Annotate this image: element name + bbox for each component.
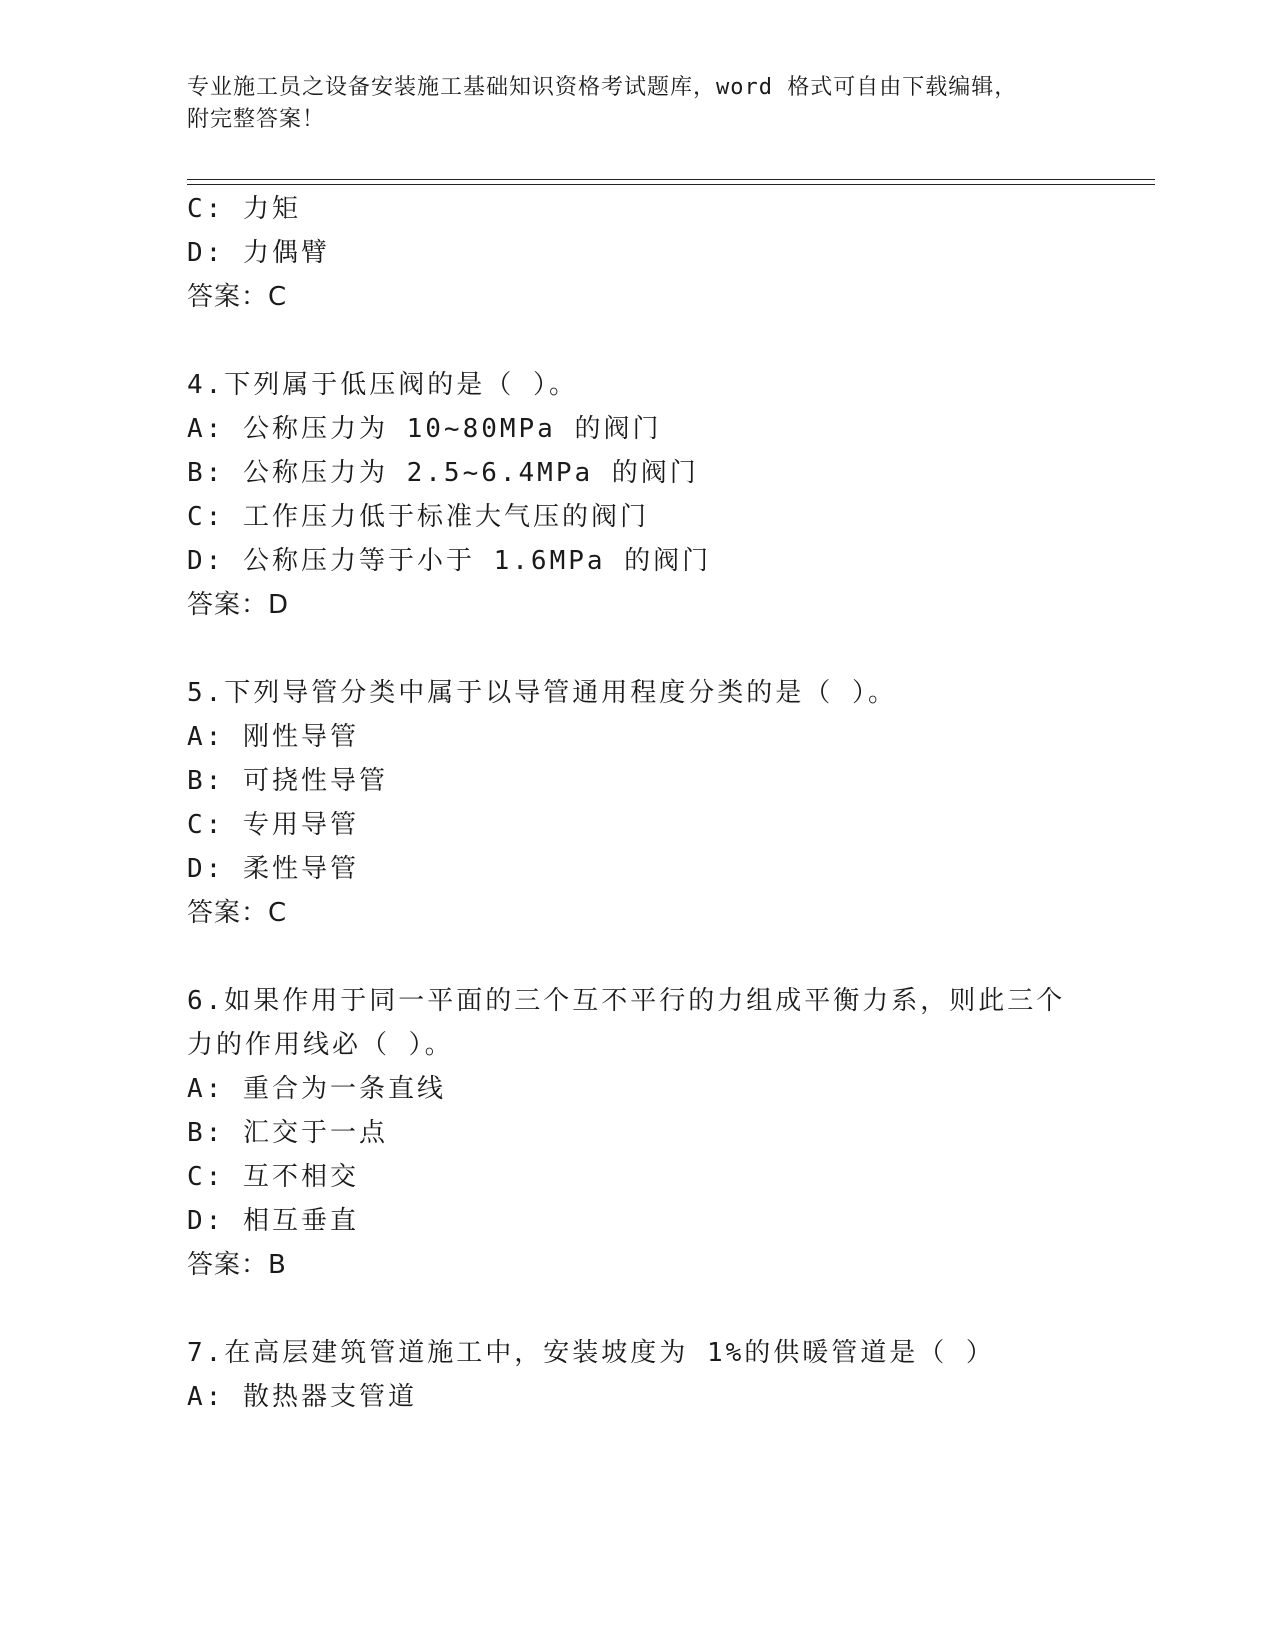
q6-option-d: D: 相互垂直 xyxy=(187,1206,359,1236)
q4-option-b: B: 公称压力为 2.5~6.4MPa 的阀门 xyxy=(187,458,699,488)
q6-stem-line-2: 力的作用线必（ ）。 xyxy=(187,1030,454,1060)
header-divider-bottom xyxy=(187,184,1155,185)
q6-option-b: B: 汇交于一点 xyxy=(187,1118,388,1148)
document-header xyxy=(187,72,1087,136)
q6-option-c: C: 互不相交 xyxy=(187,1162,359,1192)
q3-answer: 答案：C xyxy=(187,282,288,312)
q4-option-a: A: 公称压力为 10~80MPa 的阀门 xyxy=(187,414,662,444)
header-line-2: 附完整答案！ xyxy=(187,107,326,132)
q7-option-a: A: 散热器支管道 xyxy=(187,1382,417,1412)
q5-answer: 答案：C xyxy=(187,898,288,928)
q4-option-c: C: 工作压力低于标准大气压的阀门 xyxy=(187,502,649,532)
q4-option-d: D: 公称压力等于小于 1.6MPa 的阀门 xyxy=(187,546,712,576)
q4-answer: 答案：D xyxy=(187,590,290,620)
q4-stem: 4.下列属于低压阀的是（ ）。 xyxy=(187,370,578,400)
q3-option-d: D: 力偶臂 xyxy=(187,238,330,268)
header-line-1: 专业施工员之设备安装施工基础知识资格考试题库，word 格式可自由下载编辑， xyxy=(187,75,1018,100)
q6-answer: 答案：B xyxy=(187,1250,287,1280)
q5-option-c: C: 专用导管 xyxy=(187,810,359,840)
q3-option-c: C: 力矩 xyxy=(187,194,301,224)
header-divider-top xyxy=(187,179,1155,180)
q6-stem-line-1: 6.如果作用于同一平面的三个互不平行的力组成平衡力系，则此三个 xyxy=(187,986,1066,1016)
q5-option-a: A: 刚性导管 xyxy=(187,722,359,752)
q5-option-b: B: 可挠性导管 xyxy=(187,766,388,796)
q5-option-d: D: 柔性导管 xyxy=(187,854,359,884)
q6-option-a: A: 重合为一条直线 xyxy=(187,1074,446,1104)
q7-stem: 7.在高层建筑管道施工中，安装坡度为 1%的供暖管道是（ ） xyxy=(187,1338,995,1368)
q5-stem: 5.下列导管分类中属于以导管通用程度分类的是（ ）。 xyxy=(187,678,897,708)
